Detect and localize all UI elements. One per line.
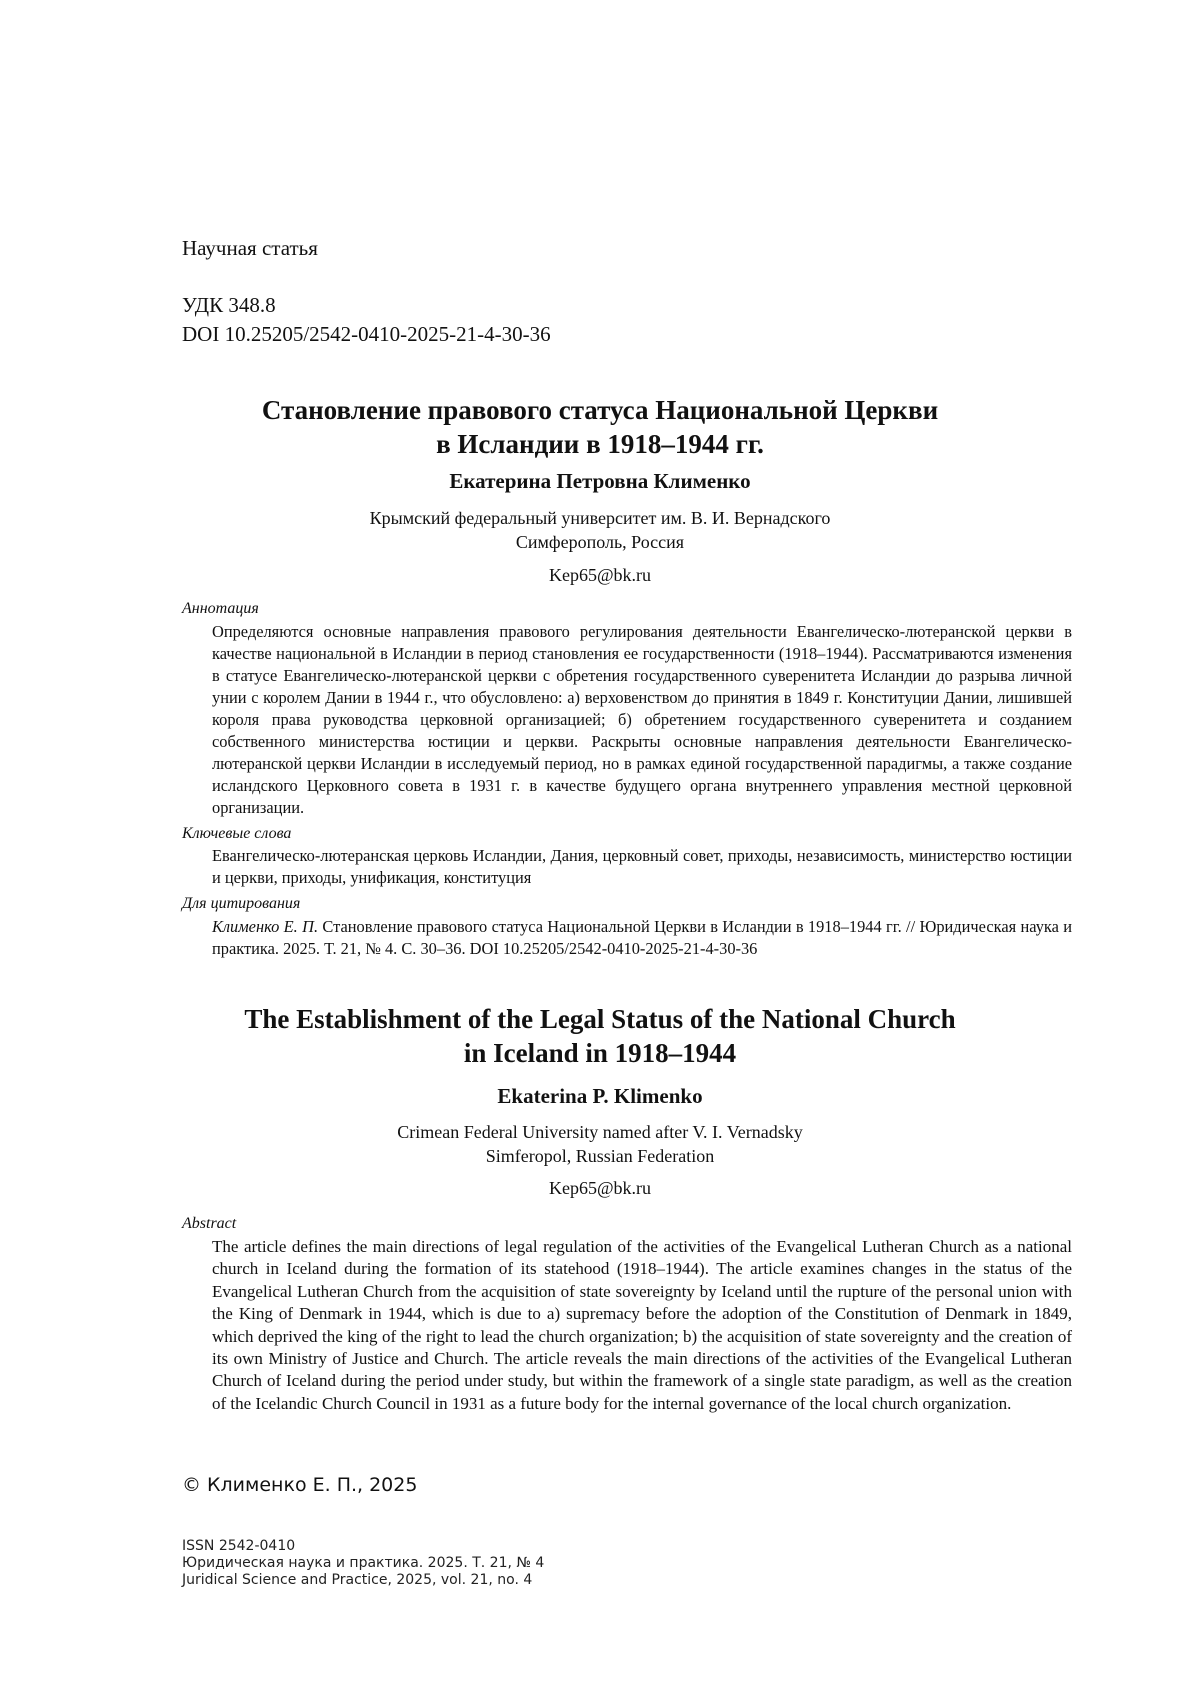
title-ru-line1: Становление правового статуса Национальной Церкви xyxy=(261,395,939,425)
title-ru-line2: в Исландии в 1918–1944 гг. xyxy=(436,429,764,459)
annotation-text: Определяются основные направления правового регулирования деятельности Евангелическо-лютеранской церкви в качестве национальной в Исландии в период становления ее государственности (1918–1944). Рассматриваются изменения в статусе Евангелическо-лютеранской церкви с обретения государственного суверенитета Исландии до разрыва личной унии с королем Дании в 1944 г., что обусловлено: а) верховенством до принятия в 1849 г. Конституции Дании, лишившей короля права руководства церковной организацией; б) обретением государственного суверенитета и созданием собственного министерства юстиции и церкви. Раскрыты основные направления деятельности Евангелическо-лютеранской церкви Исландии в исследуемый период, но в рамках единой государственной парадигмы, а также создание исландского Церковного совета в 1931 г. в качестве будущего органа внутреннего управления местной церковной организации. xyxy=(212,622,1072,817)
title-en-line2: in Iceland in 1918–1944 xyxy=(463,1038,737,1068)
article-type: Научная статья xyxy=(182,236,318,260)
doi: DOI 10.25205/2542-0410-2025-21-4-30-36 xyxy=(182,322,551,346)
citation-body: Становление правового статуса Национальной Церкви в Исландии в 1918–1944 гг. // Юридическая наука и практика. 2025. Т. 21, № 4. С. 30–36. DOI 10.25205/2542-0410-2025-21-4-30-36 xyxy=(212,917,1072,958)
citation-text xyxy=(212,916,1072,960)
title-en-line1: The Establishment of the Legal Status of the National Church xyxy=(244,1004,956,1034)
title-ru xyxy=(150,393,1050,461)
journal-en: Juridical Science and Practice, 2025, vol. 21, no. 4 xyxy=(182,1572,533,1588)
annotation-label: Аннотация xyxy=(182,600,259,617)
affiliation-ru-city: Симферополь, Россия xyxy=(515,532,685,552)
affiliation-en-city: Simferopol, Russian Federation xyxy=(485,1146,715,1166)
udk-doi-block xyxy=(182,291,551,349)
email-ru[interactable]: Kep65@bk.ru xyxy=(548,565,652,585)
journal-ru: Юридическая наука и практика. 2025. Т. 21, № 4 xyxy=(182,1555,545,1571)
keywords-text: Евангелическо-лютеранская церковь Исландии, Дания, церковный совет, приходы, независимость, министерство юстиции и церкви, приходы, унификация, конституция xyxy=(212,846,1072,887)
author-en: Ekaterina P. Klimenko xyxy=(497,1084,703,1108)
affiliation-ru-university: Крымский федеральный университет им. В. И. Вернадского xyxy=(369,508,831,528)
title-en xyxy=(150,1002,1050,1070)
copyright: © Клименко Е. П., 2025 xyxy=(182,1474,418,1496)
email-en[interactable]: Kep65@bk.ru xyxy=(548,1178,652,1198)
citation-label: Для цитирования xyxy=(182,895,301,912)
affiliation-en-university: Crimean Federal University named after V. I. Vernadsky xyxy=(397,1122,803,1142)
abstract-label: Abstract xyxy=(182,1215,237,1232)
journal-info xyxy=(182,1538,544,1589)
issn: ISSN 2542-0410 xyxy=(182,1538,296,1554)
affiliation-en xyxy=(150,1120,1050,1168)
keywords-label: Ключевые слова xyxy=(182,825,292,842)
udk-code: УДК 348.8 xyxy=(182,293,276,317)
affiliation-ru xyxy=(150,506,1050,554)
citation-author: Клименко Е. П. xyxy=(212,917,319,936)
abstract-text: The article defines the main directions of legal regulation of the activities of the Evangelical Lutheran Church as a national church in Iceland during the formation of its statehood (1918–1944). The article examines changes in the status of the Evangelical Lutheran Church from the acquisition of state sovereignty by Iceland until the rupture of the personal union with the King of Denmark in 1944, which is due to a) supremacy before the adoption of the Constitution of Denmark in 1849, which deprived the king of the right to lead the church organization; b) the acquisition of state sovereignty and the creation of its own Ministry of Justice and Church. The article reveals the main directions of the activities of the Evangelical Lutheran Church of Iceland during the period under study, but within the framework of a single state paradigm, as well as the creation of the Icelandic Church Council in 1931 as a future body for the internal governance of the local church organization. xyxy=(212,1237,1072,1413)
author-ru: Екатерина Петровна Клименко xyxy=(449,469,751,493)
